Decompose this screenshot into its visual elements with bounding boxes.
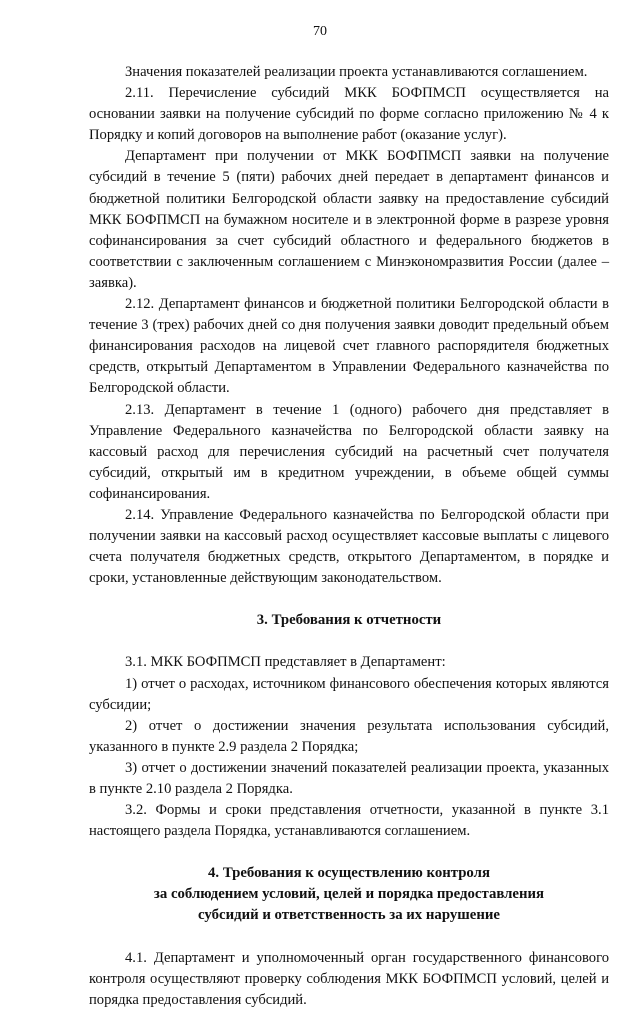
list-item: 2) отчет о достижении значения результата использования субсидий, указанного в пункте 2.9 раздела 2 Порядка; — [89, 717, 609, 755]
paragraph: Департамент при получении от МКК БОФПМСП заявки на получение субсидий в течение 5 (пяти) рабочих дней передает в департамент финансов и бюджетной политики Белгородской области заявку на предоставление субсидий МКК БОФПМСП на бумажном носителе и в электронной форме в разрезе уровня софинансирования за счет субсидий областного и федерального бюджетов в соответствии с заключенным соглашением с Минэкономразвития России (далее – заявка). — [89, 148, 609, 291]
heading-line: 4. Требования к осуществлению контроля — [208, 865, 490, 882]
paragraph-4-1: 4.1. Департамент и уполномоченный орган государственного финансового контроля осуществляют проверку соблюдения МКК БОФПМСП условий, целей и порядка предоставления субсидий. — [89, 949, 609, 1008]
heading-line: за соблюдением условий, целей и порядка предоставления — [153, 886, 545, 903]
section-3-heading: 3. Требования к отчетности — [256, 612, 442, 629]
page-number: 70 — [313, 24, 327, 39]
paragraph-2-13: 2.13. Департамент в течение 1 (одного) рабочего дня представляет в Управление Федерального казначейства по Белгородской области заявку на кассовый расход для перечисления субсидий на расчетный счет получателя субсидий, открытый им в кредитном учреждении, в объеме общей суммы софинансирования. — [89, 401, 609, 502]
paragraph-2-11: 2.11. Перечисление субсидий МКК БОФПМСП осуществляется на основании заявки на получение субсидий по форме согласно приложению № 4 к Порядку и копий договоров на выполнение работ (оказание услуг). — [89, 85, 609, 144]
heading-line: субсидий и ответственность за их нарушение — [198, 907, 500, 924]
list-item: 1) отчет о расходах, источником финансового обеспечения которых являются субсидии; — [89, 675, 609, 713]
paragraph-2-14: 2.14. Управление Федерального казначейства по Белгородской области при получении заявки на кассовый расход осуществляет кассовые выплаты с лицевого счета получателя бюджетных средств, открытого Департаментом, в порядке и сроки, установленные действующим законодательством. — [89, 506, 609, 587]
paragraph-3-2: 3.2. Формы и сроки представления отчетности, указанной в пункте 3.1 настоящего раздела Порядка, устанавливаются соглашением. — [89, 802, 609, 840]
paragraph-2-12: 2.12. Департамент финансов и бюджетной политики Белгородской области в течение 3 (трех) рабочих дней со дня получения заявки доводит предельный объем финансирования расходов на лицевой счет главного распорядителя бюджетных средств, открытый Департаментом в Управлении Федерального казначейства по Белгородской области. — [89, 296, 609, 397]
document-body — [89, 62, 609, 1011]
list-item: 3) отчет о достижении значений показателей реализации проекта, указанных в пункте 2.10 раздела 2 Порядка. — [89, 759, 609, 797]
paragraph-3-1: 3.1. МКК БОФПМСП представляет в Департамент: — [125, 654, 446, 671]
paragraph: Значения показателей реализации проекта устанавливаются соглашением. — [125, 64, 588, 80]
section-4-heading — [89, 863, 609, 926]
